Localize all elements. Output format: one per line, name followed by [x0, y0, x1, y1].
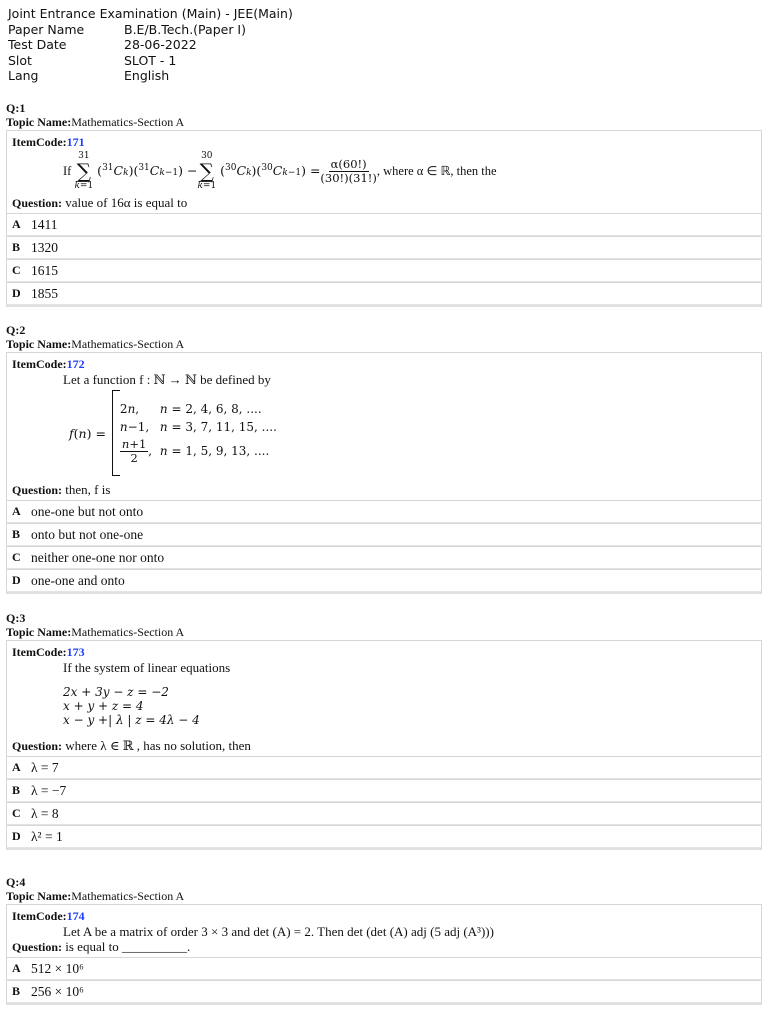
item-code-value: 172: [66, 357, 85, 371]
option-text: 1615: [31, 262, 58, 278]
question-stem: Let A be a matrix of order 3 × 3 and det (A) = 2. Then det (det (A) adj (5 adj (A³))): [63, 924, 494, 939]
option-row[interactable]: [6, 282, 762, 305]
question-block-1: [6, 102, 762, 307]
options-list: [7, 756, 761, 850]
option-letter: A: [12, 961, 21, 975]
option-letter: B: [12, 527, 21, 541]
option-text: 1855: [31, 285, 58, 301]
meta-row-slot: [8, 53, 293, 69]
question-box: [6, 904, 762, 1005]
option-row[interactable]: [6, 756, 762, 779]
meta-value: English: [124, 68, 170, 83]
item-code-label: ItemCode:: [12, 135, 67, 149]
question-text: then, f is: [65, 482, 111, 497]
meta-value: SLOT - 1: [124, 52, 177, 68]
item-code-value: 174: [66, 909, 85, 923]
piecewise-function: f(n) = 2n, n = 2, 4, 6, 8, .... n−1, n = 3, 7, 11, 15, .... $\frac{n+1}{2}$ , n = 1, 5, 9, 13, ....: [7, 387, 761, 479]
topic-value: Mathematics-Section A: [71, 337, 185, 351]
item-code-value: 171: [66, 135, 85, 149]
question-block-3: [6, 612, 762, 850]
meta-row-lang: [8, 68, 293, 84]
option-row[interactable]: [6, 213, 762, 236]
item-code-label: ItemCode:: [12, 645, 67, 659]
option-letter: A: [12, 760, 21, 774]
question-label: Question:: [12, 739, 63, 753]
question-stem: If the system of linear equations: [63, 660, 231, 675]
option-row[interactable]: [6, 523, 762, 546]
question-line: [7, 479, 761, 500]
item-code-line: [7, 905, 761, 924]
question-number: Q:1: [6, 101, 26, 115]
meta-value: 28-06-2022: [124, 37, 197, 52]
options-list: [7, 500, 761, 594]
topic-line: [6, 889, 762, 903]
option-row[interactable]: [6, 500, 762, 523]
option-letter: B: [12, 984, 21, 998]
meta-row-date: [8, 37, 293, 53]
question-number: Q:3: [6, 611, 26, 625]
options-list: [7, 957, 761, 1005]
equation-line: x − y +| λ | z = 4λ − 4: [63, 713, 200, 727]
option-letter: C: [12, 263, 21, 277]
topic-line: [6, 115, 762, 129]
meta-value: B.E/B.Tech.(Paper I): [124, 21, 246, 37]
topic-label: Topic Name:: [6, 625, 72, 639]
fraction: $\frac{\alpha(60!)}{(30!)(31!)}$: [320, 156, 377, 185]
option-text: λ = 8: [31, 805, 59, 821]
option-text: one-one and onto: [31, 572, 125, 588]
topic-label: Topic Name:: [6, 337, 72, 351]
exam-title: Joint Entrance Examination (Main) - JEE(Main): [8, 6, 293, 21]
topic-label: Topic Name:: [6, 889, 72, 903]
option-text: 512 × 10⁶: [31, 960, 84, 976]
option-text: one-one but not onto: [31, 503, 144, 519]
meta-key: Test Date: [8, 37, 67, 52]
option-row[interactable]: [6, 236, 762, 259]
option-text: 256 × 10⁶: [31, 983, 84, 999]
topic-line: [6, 625, 762, 639]
option-letter: B: [12, 240, 21, 254]
question-label: Question:: [12, 196, 63, 210]
option-text: 1411: [31, 216, 58, 232]
option-row[interactable]: [6, 259, 762, 282]
option-row[interactable]: [6, 980, 762, 1003]
item-code-label: ItemCode:: [12, 357, 67, 371]
question-text: where λ ∈ ℝ , has no solution, then: [65, 738, 251, 753]
question-stem-formula: If 31 ∑ k=1 ($^{31}$Ck)($^{31}$Ck−1) − 30 ∑ k=1 ($^{30}$Ck)($^{30}$Ck−1) = $\frac{\alpha(60!)}{(30!)(31!)}$ , where α ∈ ℝ, then the: [63, 151, 497, 191]
option-text: λ = −7: [31, 782, 67, 798]
topic-line: [6, 337, 762, 351]
option-row[interactable]: [6, 779, 762, 802]
option-row[interactable]: [6, 802, 762, 825]
question-box: [6, 640, 762, 850]
question-text: is equal to __________.: [65, 939, 191, 954]
meta-row-paper: [8, 22, 293, 38]
item-code-label: ItemCode:: [12, 909, 67, 923]
question-number: Q:4: [6, 875, 26, 889]
item-code-line: [7, 641, 761, 660]
options-list: [7, 213, 761, 307]
question-line: [7, 735, 761, 756]
equation-line: x + y + z = 4: [63, 699, 144, 713]
option-row[interactable]: [6, 957, 762, 980]
option-letter: A: [12, 504, 21, 518]
topic-value: Mathematics-Section A: [71, 625, 185, 639]
question-stem: Let a function f : ℕ → ℕ be defined by: [63, 372, 271, 387]
option-letter: B: [12, 783, 21, 797]
option-letter: D: [12, 286, 21, 300]
item-code-line: [7, 131, 761, 150]
question-number: Q:2: [6, 323, 26, 337]
option-text: λ = 7: [31, 759, 59, 775]
option-text: λ² = 1: [31, 828, 63, 844]
question-box: [6, 130, 762, 307]
option-letter: C: [12, 806, 21, 820]
meta-key: Lang: [8, 68, 39, 83]
option-text: onto but not one-one: [31, 526, 144, 542]
meta-key: Paper Name: [8, 21, 85, 37]
option-row[interactable]: [6, 546, 762, 569]
topic-value: Mathematics-Section A: [71, 889, 185, 903]
option-letter: D: [12, 829, 21, 843]
option-row[interactable]: [6, 569, 762, 592]
option-row[interactable]: [6, 825, 762, 848]
topic-label: Topic Name:: [6, 115, 72, 129]
question-line: [7, 939, 761, 957]
item-code-line: [7, 353, 761, 372]
option-letter: A: [12, 217, 21, 231]
sum-symbol: 30 ∑ k=1: [197, 151, 217, 191]
item-code-value: 173: [66, 645, 85, 659]
paper-header: [8, 6, 293, 84]
option-text: neither one-one nor onto: [31, 549, 165, 565]
equation-line: 2x + 3y − z = −2: [63, 685, 169, 699]
question-block-2: [6, 324, 762, 594]
topic-value: Mathematics-Section A: [71, 115, 185, 129]
option-text: 1320: [31, 239, 58, 255]
question-box: [6, 352, 762, 594]
equation-system: [7, 675, 761, 735]
question-text: value of 16α is equal to: [65, 195, 188, 210]
meta-key: Slot: [8, 52, 32, 68]
sum-symbol: 31 ∑ k=1: [74, 151, 94, 191]
stem-suffix: , where α ∈ ℝ, then the: [376, 163, 497, 178]
option-letter: D: [12, 573, 21, 587]
question-line: [7, 192, 761, 213]
question-label: Question:: [12, 483, 63, 497]
question-label: Question:: [12, 940, 63, 954]
option-letter: C: [12, 550, 21, 564]
question-block-4: [6, 876, 762, 1005]
fraction: $\frac{n+1}{2}$: [121, 436, 147, 465]
